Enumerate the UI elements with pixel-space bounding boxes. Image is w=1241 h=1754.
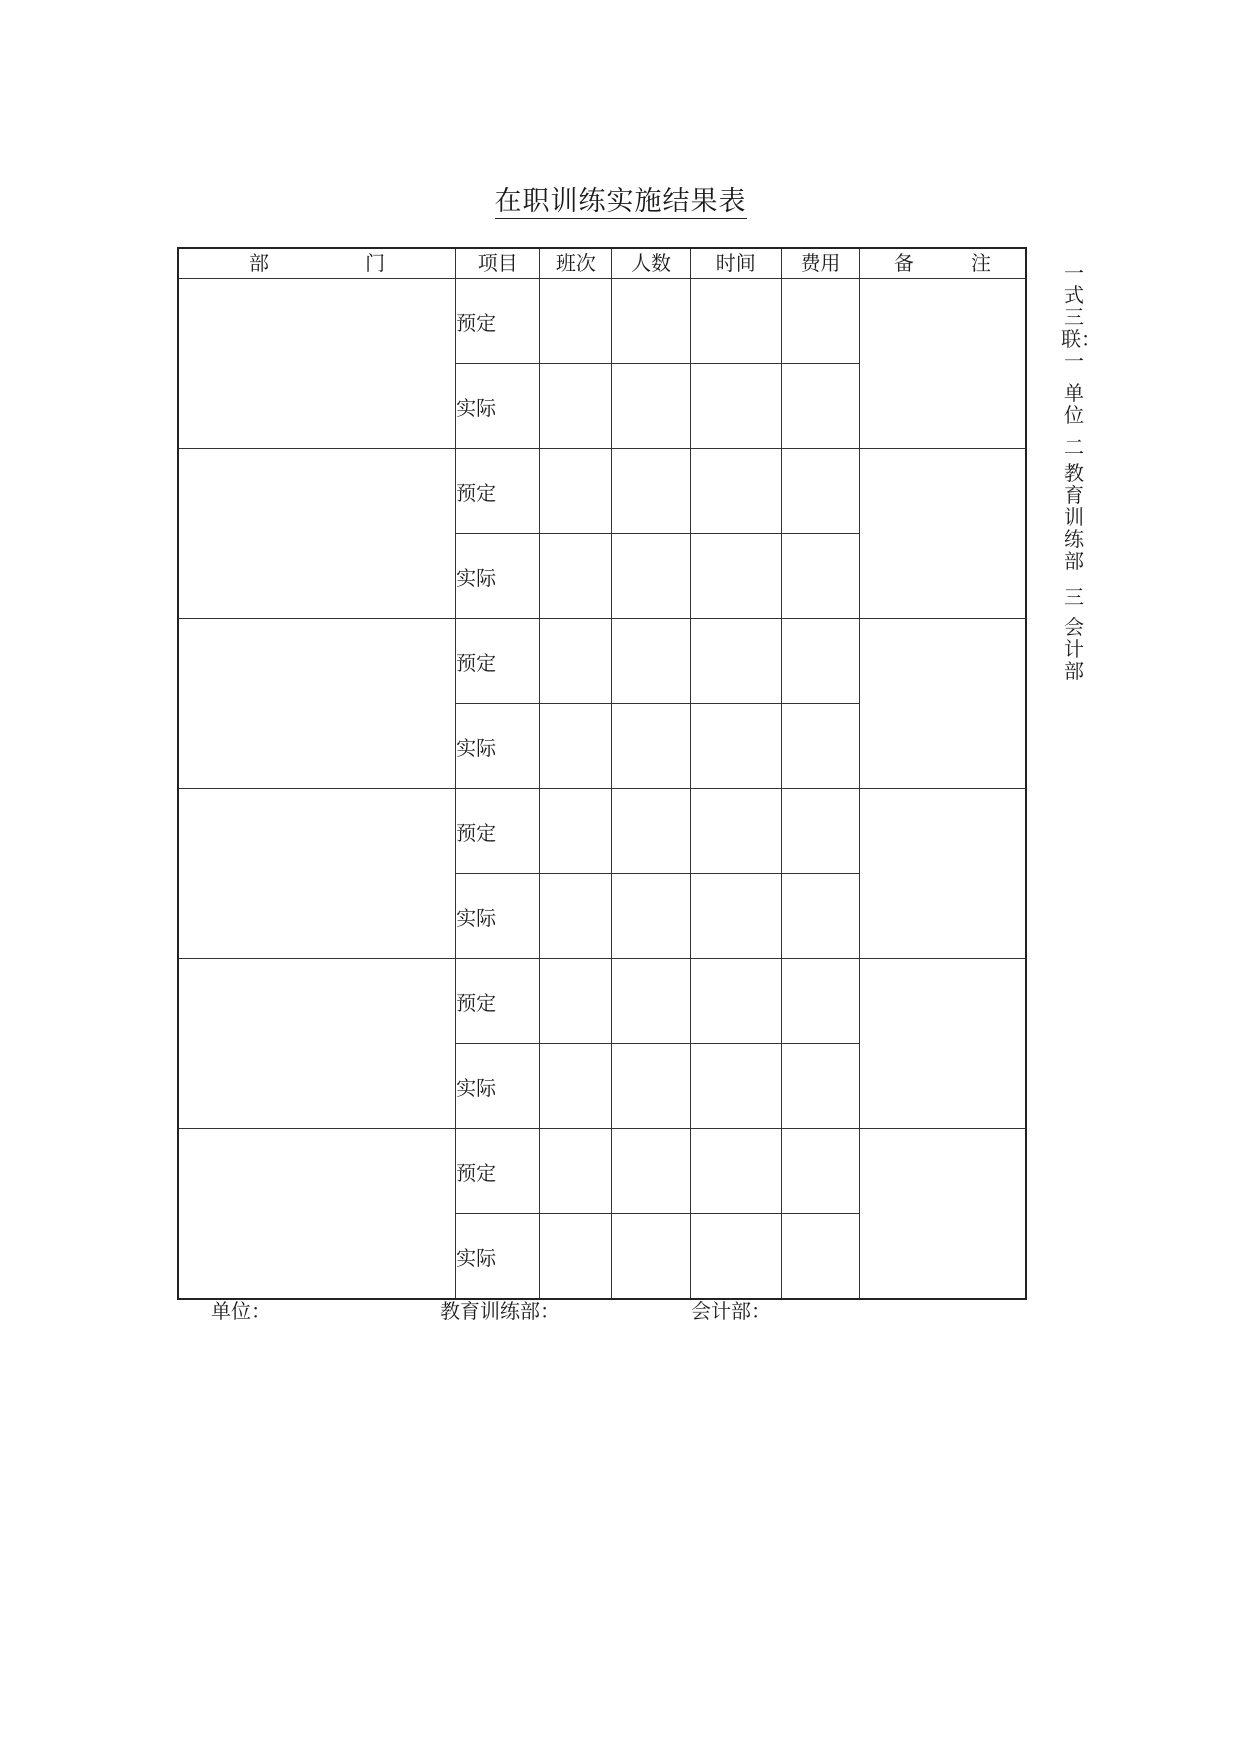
classes-cell[interactable]	[540, 279, 612, 364]
department-cell[interactable]	[178, 449, 456, 619]
remarks-cell[interactable]	[860, 279, 1026, 449]
table-row-planned	[178, 959, 1026, 1044]
remarks-cell[interactable]	[860, 789, 1026, 959]
classes-cell[interactable]	[540, 1129, 612, 1214]
cost-cell[interactable]	[781, 364, 859, 449]
footer-accounting-signature: 会计部：	[691, 1299, 771, 1323]
classes-cell[interactable]	[540, 1044, 612, 1129]
header-remarks-char-2: 注	[971, 251, 991, 275]
time-cell[interactable]	[690, 1044, 781, 1129]
time-cell[interactable]	[690, 874, 781, 959]
header-department-char-1: 部	[249, 251, 269, 275]
cost-cell[interactable]	[781, 1129, 859, 1214]
side-note-line-6: 会计部	[1064, 615, 1084, 683]
time-cell[interactable]	[690, 959, 781, 1044]
row-label-actual: 实际	[456, 874, 540, 959]
department-cell[interactable]	[178, 279, 456, 449]
cost-cell[interactable]	[781, 1214, 859, 1300]
training-result-table	[177, 247, 1027, 1300]
row-label-actual: 实际	[456, 1214, 540, 1300]
people-cell[interactable]	[612, 534, 690, 619]
table-row-planned	[178, 619, 1026, 704]
table-row-planned	[178, 449, 1026, 534]
people-cell[interactable]	[612, 959, 690, 1044]
row-label-planned: 预定	[456, 619, 540, 704]
department-cell[interactable]	[178, 1129, 456, 1300]
header-classes: 班次	[540, 248, 612, 279]
footer-training-dept-signature: 教育训练部：	[440, 1299, 560, 1323]
time-cell[interactable]	[690, 1129, 781, 1214]
remarks-cell[interactable]	[860, 449, 1026, 619]
header-department	[178, 248, 456, 279]
time-cell[interactable]	[690, 449, 781, 534]
row-label-actual: 实际	[456, 364, 540, 449]
classes-cell[interactable]	[540, 704, 612, 789]
time-cell[interactable]	[690, 704, 781, 789]
header-remarks	[860, 248, 1026, 279]
department-cell[interactable]	[178, 789, 456, 959]
row-label-actual: 实际	[456, 1044, 540, 1129]
header-time: 时间	[690, 248, 781, 279]
row-label-planned: 预定	[456, 959, 540, 1044]
header-remarks-char-1: 备	[894, 251, 915, 275]
side-note-line-1: 一式三联：一	[1061, 261, 1101, 373]
cost-cell[interactable]	[781, 1044, 859, 1129]
people-cell[interactable]	[612, 279, 690, 364]
header-item: 项目	[456, 248, 540, 279]
table-row-planned	[178, 789, 1026, 874]
side-note-line-5: 三	[1064, 585, 1084, 609]
people-cell[interactable]	[612, 449, 690, 534]
row-label-planned: 预定	[456, 789, 540, 874]
department-cell[interactable]	[178, 959, 456, 1129]
people-cell[interactable]	[612, 1214, 690, 1300]
classes-cell[interactable]	[540, 449, 612, 534]
cost-cell[interactable]	[781, 619, 859, 704]
time-cell[interactable]	[690, 279, 781, 364]
remarks-cell[interactable]	[860, 619, 1026, 789]
header-row	[178, 248, 1026, 279]
time-cell[interactable]	[690, 619, 781, 704]
cost-cell[interactable]	[781, 279, 859, 364]
classes-cell[interactable]	[540, 1214, 612, 1300]
form-title	[0, 184, 1241, 220]
time-cell[interactable]	[690, 789, 781, 874]
cost-cell[interactable]	[781, 449, 859, 534]
people-cell[interactable]	[612, 874, 690, 959]
table-row-planned	[178, 1129, 1026, 1214]
classes-cell[interactable]	[540, 959, 612, 1044]
cost-cell[interactable]	[781, 704, 859, 789]
people-cell[interactable]	[612, 789, 690, 874]
cost-cell[interactable]	[781, 959, 859, 1044]
people-cell[interactable]	[612, 619, 690, 704]
row-label-planned: 预定	[456, 1129, 540, 1214]
table-row-planned	[178, 279, 1026, 364]
footer-unit-signature: 单位：	[211, 1299, 271, 1323]
classes-cell[interactable]	[540, 619, 612, 704]
cost-cell[interactable]	[781, 874, 859, 959]
header-cost: 费用	[781, 248, 859, 279]
people-cell[interactable]	[612, 1044, 690, 1129]
people-cell[interactable]	[612, 704, 690, 789]
remarks-cell[interactable]	[860, 959, 1026, 1129]
copy-distribution-note	[1061, 261, 1101, 683]
classes-cell[interactable]	[540, 789, 612, 874]
time-cell[interactable]	[690, 1214, 781, 1300]
remarks-cell[interactable]	[860, 1129, 1026, 1300]
header-people: 人数	[612, 248, 690, 279]
time-cell[interactable]	[690, 534, 781, 619]
classes-cell[interactable]	[540, 364, 612, 449]
form-title-text: 在职训练实施结果表	[494, 186, 747, 217]
cost-cell[interactable]	[781, 534, 859, 619]
classes-cell[interactable]	[540, 534, 612, 619]
side-note-line-4: 教育训练部	[1064, 461, 1084, 573]
cost-cell[interactable]	[781, 789, 859, 874]
row-label-actual: 实际	[456, 534, 540, 619]
header-department-char-2: 门	[365, 251, 386, 275]
time-cell[interactable]	[690, 364, 781, 449]
people-cell[interactable]	[612, 364, 690, 449]
row-label-planned: 预定	[456, 279, 540, 364]
classes-cell[interactable]	[540, 874, 612, 959]
side-note-line-2: 单位	[1064, 381, 1084, 427]
side-note-line-3: 二	[1064, 435, 1084, 459]
department-cell[interactable]	[178, 619, 456, 789]
row-label-planned: 预定	[456, 449, 540, 534]
people-cell[interactable]	[612, 1129, 690, 1214]
row-label-actual: 实际	[456, 704, 540, 789]
